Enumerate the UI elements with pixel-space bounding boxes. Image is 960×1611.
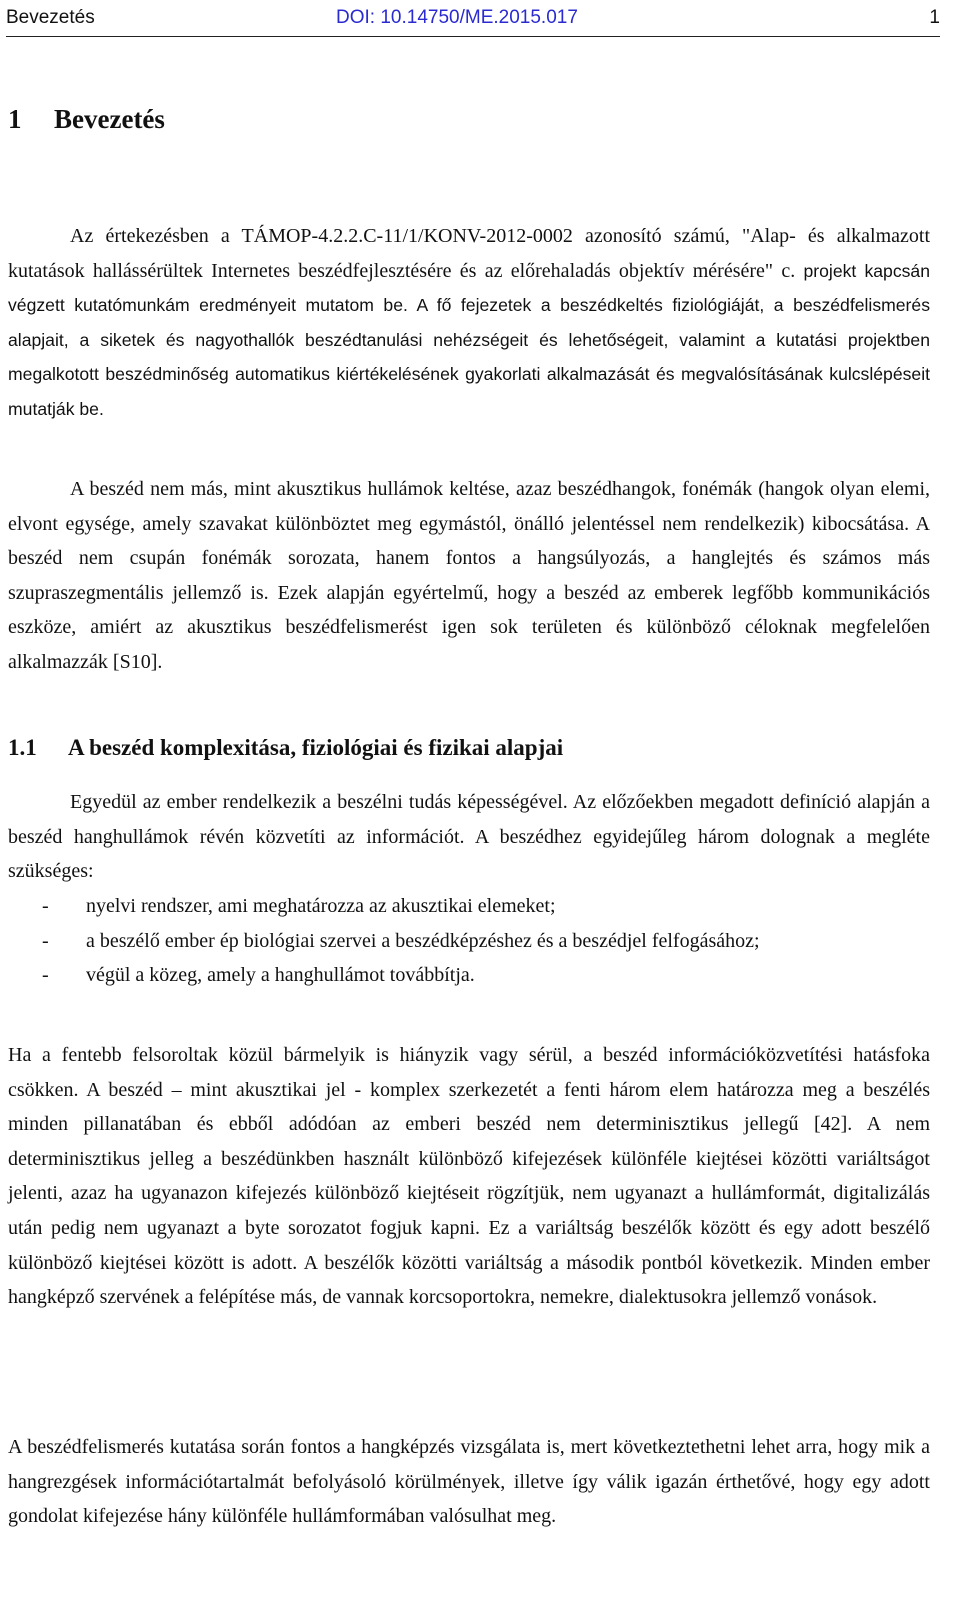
- list-item: - a beszélő ember ép biológiai szervei a beszédképzéshez és a beszédjel felfogásához;: [8, 924, 930, 959]
- requirements-list: [8, 889, 930, 993]
- intro-lead-text: Az értekezésben a TÁMOP-4.2.2.C-11/1/KONV-2012-0002 azonosító számú, "Alap- és alkalmazott kutatások hallássérültek Internetes beszédfejlesztésére és az előrehaladás objektív mérésére" c.: [8, 225, 930, 282]
- paragraph-human-speech: Egyedül az ember rendelkezik a beszélni tudás képességével. Az előzőekben megadott definíció alapján a beszéd hanghullámok révén közvetíti az információt. A beszédhez egyidejűleg három dolognak a megléte szükséges:: [8, 791, 930, 883]
- list-item: - nyelvi rendszer, ami meghatározza az akusztikai elemeket;: [8, 889, 930, 924]
- header-doi: DOI: 10.14750/ME.2015.017: [336, 7, 578, 28]
- paragraph-speech-recognition: A beszédfelismerés kutatása során fontos a hangképzés vizsgálata is, mert következtethetni lehet arra, hogy mik a hangrezgések információtartalmát befolyásoló körülmények, illetve így válik igazán érthetővé, hogy egy adott gondolat kifejezése hány különféle hullámformában valósulhat meg.: [8, 1436, 930, 1528]
- section-number: 1.1: [8, 735, 37, 760]
- list-dash: -: [42, 929, 49, 952]
- intro-sans-text: projekt kapcsán végzett kutatómunkám eredményeit mutatom be. A fő fejezetek a beszédkeltés fiziológiáját, a beszédfelismerés alapjait, a siketek és nagyothallók beszédtanulási nehézségeit és lehetőségeit, valamint a kutatási projektben megalkotott beszédminőség automatikus kiértékelésének gyakorlati alkalmazását és megvalósításának kulcslépéseit mutatják be.: [8, 260, 930, 419]
- paragraph-speech-definition: A beszéd nem más, mint akusztikus hullámok keltése, azaz beszédhangok, fonémák (hangok olyan elemi, elvont egysége, amely szavakat különböztet meg egymástól, önálló jelentéssel nem rendelkezik) kibocsátása. A beszéd nem csupán fonémák sorozata, hanem fontos a hangsúlyozás, a hanglejtés és számos más szupraszegmentális jellemző is. Ezek alapján egyértelmű, hogy a beszéd az emberek legfőbb kommunikációs eszköze, amiért az akusztikus beszédfelismerést igen sok területen és különböző céloknak megfelelően alkalmazzák [S10].: [8, 478, 930, 673]
- section-heading: [8, 735, 938, 761]
- chapter-number: 1: [8, 104, 22, 134]
- chapter-title: Bevezetés: [54, 104, 165, 134]
- header-page-number: 1: [929, 7, 940, 28]
- running-header: [6, 0, 940, 37]
- list-item: - végül a közeg, amely a hanghullámot továbbítja.: [8, 958, 930, 993]
- header-section-title: Bevezetés: [6, 7, 95, 28]
- list-dash: -: [42, 895, 49, 917]
- intro-paragraph: [8, 219, 930, 427]
- paragraph-complexity: Ha a fentebb felsoroltak közül bármelyik is hiányzik vagy sérül, a beszéd információközvetítési hatásfoka csökken. A beszéd – mint akusztikai jel - komplex szerkezetét a fenti három elem határozza meg a beszélés minden pillanatában és ebből adódóan az emberi beszéd nem determinisztikus jellegű [42]. A nem determinisztikus jelleg a beszédünkben használt különböző kifejezések különféle kiejtései közötti variáltságot jelenti, azaz ha ugyanazon kifejezés különböző kiejtéseit rögzítjük, nem ugyanazt a hullámformát, digitalizálás után pedig nem ugyanazt a byte sorozatot fogjuk kapni. Ez a variáltság beszélők között és egy adott beszélő különböző kiejtései között is adott. A beszélők közötti variáltság a második pontból következik. Minden ember hangképző szervének a felépítése más, de vannak korcsoportokra, nemekre, dialektusokra jellemző vonások.: [8, 1044, 930, 1309]
- list-dash: -: [42, 964, 49, 987]
- chapter-heading: [8, 104, 938, 135]
- section-title: A beszéd komplexitása, fiziológiai és fizikai alapjai: [68, 735, 564, 760]
